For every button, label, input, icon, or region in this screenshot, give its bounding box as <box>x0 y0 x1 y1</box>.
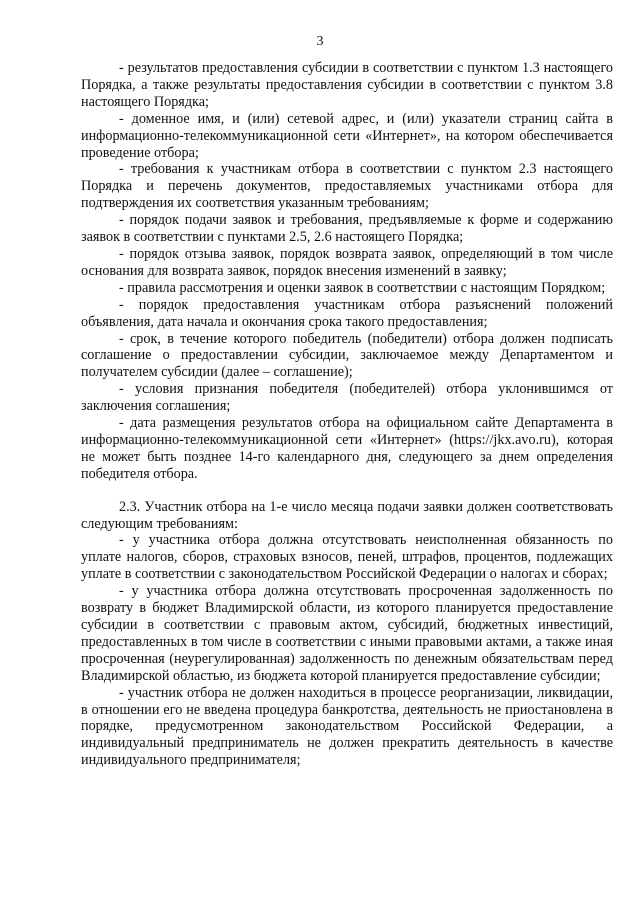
paragraph-domain-name: - доменное имя, и (или) сетевой адрес, и (или) указатели страниц сайта в информационно-телекоммуникационной сети «Интернет», на котором обеспечивается проведение отбора; <box>81 110 613 161</box>
page-number: 3 <box>316 34 324 49</box>
paragraph-clarifications: - порядок предоставления участникам отбора разъяснений положений объявления, дата начала и окончания срока такого предоставления; <box>81 296 613 330</box>
paragraph-application-withdrawal: - порядок отзыва заявок, порядок возврата заявок, определяющий в том числе основания для возврата заявок, порядок внесения изменений в заявку; <box>81 245 613 279</box>
section-2-3-item-tax: - у участника отбора должна отсутствовать неисполненная обязанность по уплате налогов, сборов, страховых взносов, пеней, штрафов, процентов, подлежащих уплате в соответствии с законодательством Российской Федерации о налогах и сборах; <box>81 532 613 583</box>
paragraph-participant-requirements: - требования к участникам отбора в соответствии с пунктом 2.3 настоящего Порядка и перечень документов, предоставляемых участниками отбора для подтверждения их соответствия указанным требованиям; <box>81 161 613 212</box>
paragraph-signing-deadline: - срок, в течение которого победитель (победители) отбора должен подписать соглашение о предоставлении субсидии, заключаемое между Департаментом и получателем субсидии (далее – соглашение); <box>81 330 613 381</box>
paragraph-evasion-conditions: - условия признания победителя (победителей) отбора уклонившимся от заключения соглашения; <box>81 381 613 415</box>
section-2-3-item-debt: - у участника отбора должна отсутствовать просроченная задолженность по возврату в бюджет Владимирской области, из которого планируется предоставление субсидии в соответствии с правовым актом, субсидий, бюджетных инвестиций, предоставленных в том числе в соответствии с иными правовыми актами, а также иная просроченная (неурегулированная) задолженность по денежным обязательствам перед Владимирской областью, из бюджета которой планируется предоставление субсидии; <box>81 583 613 684</box>
section-2-3-item-reorganization: - участник отбора не должен находиться в процессе реорганизации, ликвидации, в отношении его не введена процедура банкротства, деятельность не приостановлена в порядке, предусмотренном законодательством Российской Федерации, а индивидуальный предприниматель не должен прекратить деятельность в качестве индивидуального предпринимателя; <box>81 684 613 769</box>
paragraph-results: - результатов предоставления субсидии в соответствии с пунктом 1.3 настоящего Порядка, а также результаты предоставления субсидии в соответствии с пунктом 3.8 настоящего Порядка; <box>81 60 613 110</box>
paragraph-review-rules: - правила рассмотрения и оценки заявок в соответствии с настоящим Порядком; <box>119 279 606 296</box>
paragraph-application-submission: - порядок подачи заявок и требования, предъявляемые к форме и содержанию заявок в соответствии с пунктами 2.5, 2.6 настоящего Порядка; <box>81 212 613 246</box>
section-2-3-intro: 2.3. Участник отбора на 1-е число месяца подачи заявки должен соответствовать следующим требованиям: <box>81 498 613 532</box>
paragraph-publication-date: - дата размещения результатов отбора на официальном сайте Департамента в информационно-телекоммуникационной сети «Интернет» (https://jkx.avo.ru), которая не может быть позднее 14-го календарного дня, следующего за днем определения победителя отбора. <box>81 415 613 482</box>
document-body <box>81 60 613 769</box>
